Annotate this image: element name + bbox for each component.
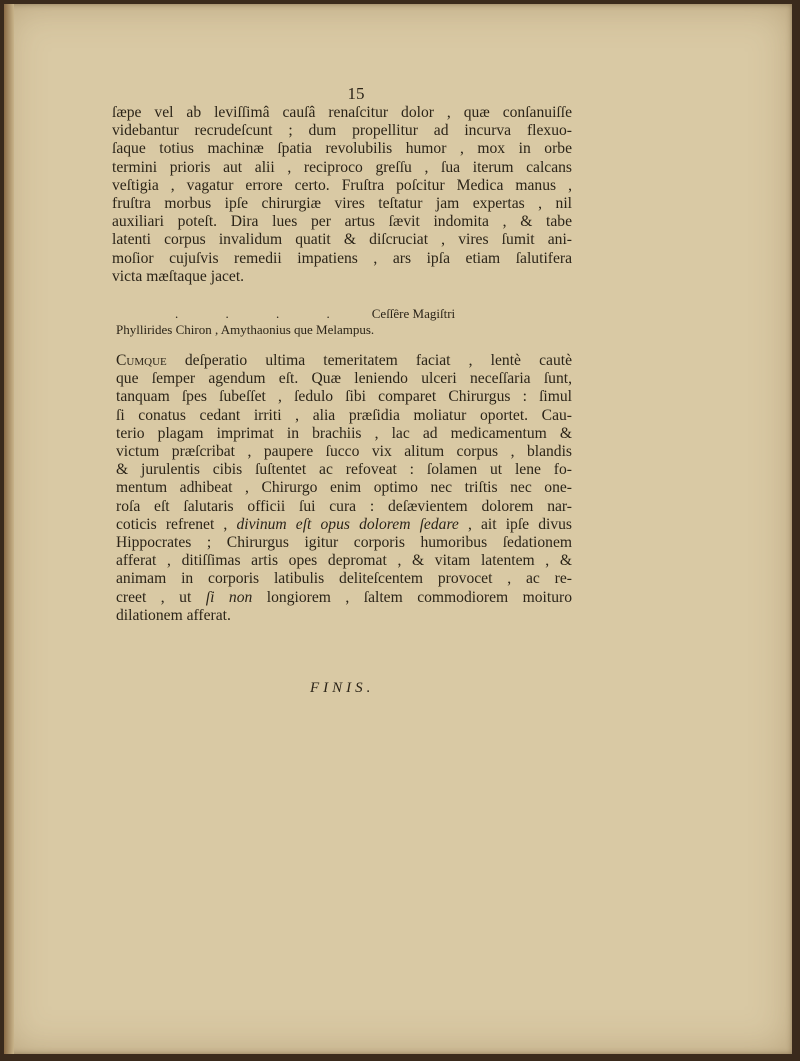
quote-text-1: Ceſſêre Magiſtri bbox=[371, 306, 456, 321]
text-line: moſior cujuſvis remedii impatiens , ars ipſa etiam ſalutifera bbox=[112, 249, 572, 267]
paragraph-lead: Cumque bbox=[116, 352, 167, 369]
line2-post: longiorem , ſaltem commodiorem moituro bbox=[252, 588, 572, 606]
quote-line-1 bbox=[175, 306, 455, 322]
text-line: Hippocrates ; Chirurgus igitur corporis humoribus ſedationem bbox=[116, 534, 572, 552]
text-line: auxiliari poteſt. Dira lues per artus ſævit indomita , & tabe bbox=[112, 213, 572, 231]
page-number: 15 bbox=[347, 84, 365, 103]
line-pre: coticis refrenet , bbox=[116, 515, 237, 533]
text-line: que ſemper agendum eſt. Quæ leniendo ulceri neceſſaria ſunt, bbox=[116, 370, 572, 388]
text-line: roſa eſt ſalutaris officii ſui cura : deſævientem dolorem nar- bbox=[116, 497, 572, 515]
line2-pre: creet , ut bbox=[116, 588, 206, 606]
text-line: veſtigia , vagatur errore certo. Fruſtra poſcitur Medica manus , bbox=[112, 176, 572, 194]
last-line: dilationem afferat. bbox=[116, 606, 231, 624]
paragraph-1 bbox=[112, 104, 572, 286]
quote-line-2: Phyllirides Chiron , Amythaonius que Melampus. bbox=[116, 322, 375, 337]
text-line: victum præſcribat , paupere ſucco vix alitum corpus , blandis bbox=[116, 443, 572, 461]
text-line: ſæpe vel ab leviſſimâ cauſâ renaſcitur dolor , quæ conſanuiſſe bbox=[112, 104, 572, 121]
italic-2: ſi non bbox=[205, 588, 253, 606]
text-line: terio plagam imprimat in brachiis , lac ad medicamentum & bbox=[116, 424, 572, 442]
text-line: ſaque totius machinæ ſpatia revolubilis humor , mox in orbe bbox=[112, 140, 572, 158]
paragraph-first-line: deſperatio ultima temeritatem faciat , lentè cautè bbox=[166, 352, 572, 369]
text-line: videbantur recrudeſcunt ; dum propellitur ad incurva flexuo- bbox=[112, 122, 572, 140]
book-gutter bbox=[4, 4, 14, 1054]
paragraph-2 bbox=[116, 352, 572, 625]
text-line: ſi conatus cedant irriti , alia præſidia moliatur oportet. Cau- bbox=[116, 406, 572, 424]
text-line: mentum adhibeat , Chirurgo enim optimo nec triſtis nec one- bbox=[116, 479, 572, 497]
text-line: fruſtra morbus ipſe chirurgiæ vires teſtatur jam expertas , nil bbox=[112, 195, 572, 213]
text-line: & jurulentis cibis ſuſtentet ac refoveat : ſolamen ut lene fo- bbox=[116, 461, 572, 479]
quote-italic: divinum eſt opus dolorem ſedare bbox=[236, 515, 459, 533]
ellipsis-dots: . . . . bbox=[175, 306, 352, 321]
finis: FINIS. bbox=[310, 680, 375, 696]
text-line: termini prioris aut alii , reciproco greſſu , ſua iterum calcans bbox=[112, 158, 572, 176]
text-line: afferat , ditiſſimas artis opes depromat , & vitam latentem , & bbox=[116, 552, 572, 570]
text-line: animam in corporis latibulis deliteſcentem provocet , ac re- bbox=[116, 570, 572, 588]
text-line: victa mæſtaque jacet. bbox=[112, 267, 245, 285]
line-post: , ait ipſe divus bbox=[458, 515, 572, 533]
text-line: tanquam ſpes ſubeſſet , ſedulo ſibi comparet Chirurgus : ſimul bbox=[116, 388, 572, 406]
text-line: latenti corpus invalidum quatit & diſcruciat , vires ſumit ani- bbox=[112, 231, 572, 249]
